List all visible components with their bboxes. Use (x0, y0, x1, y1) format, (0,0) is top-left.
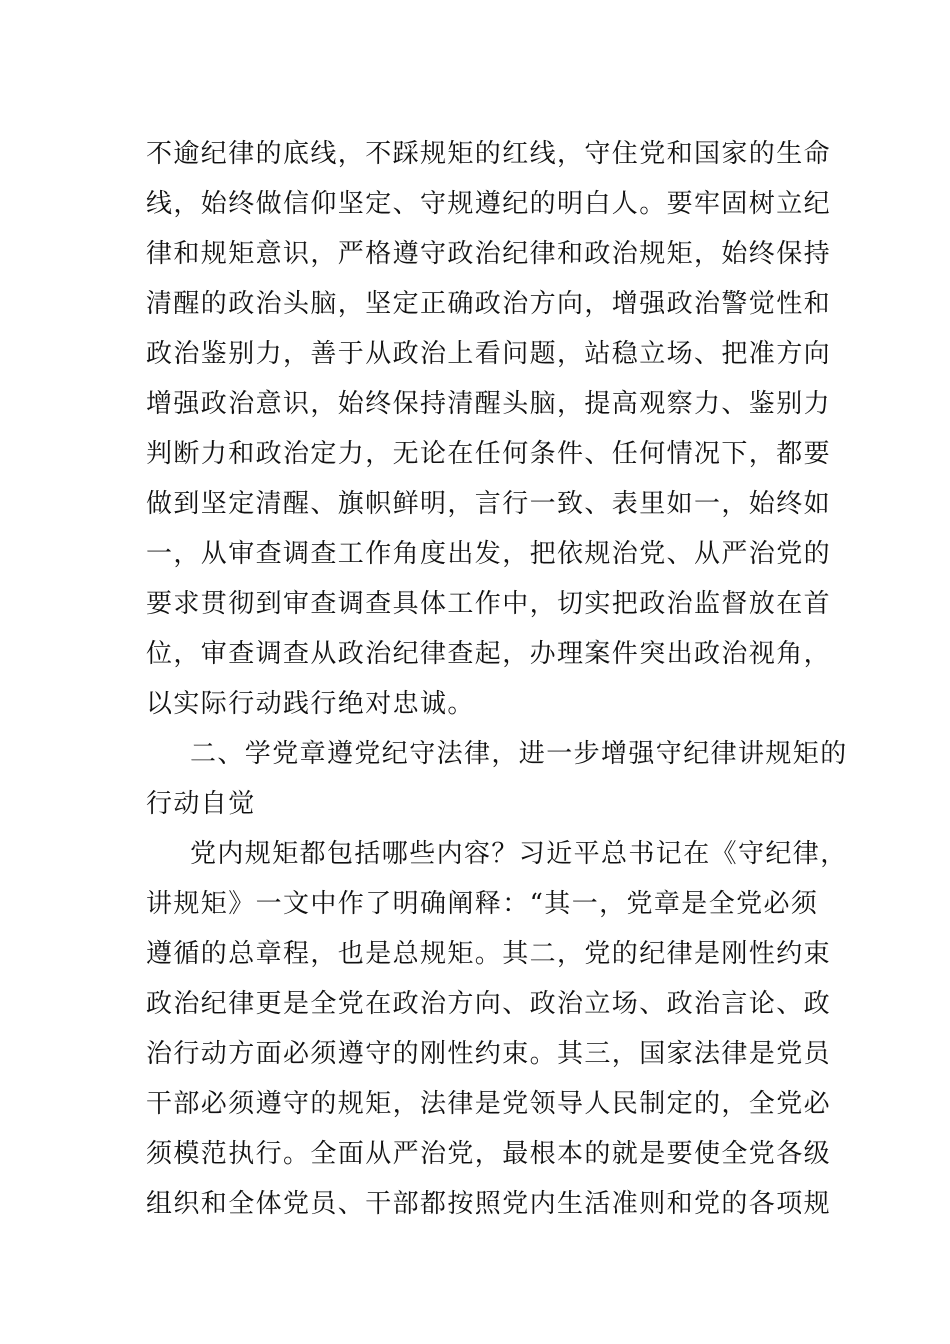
text-line: 不逾纪律的底线，不踩规矩的红线，守住党和国家的生命 (146, 139, 832, 169)
text-line: 遵循的总章程，也是总规矩。其二，党的纪律是刚性约束 (146, 939, 832, 969)
text-line: 清醒的政治头脑，坚定正确政治方向，增强政治警觉性和 (146, 289, 832, 319)
text-line: 律和规矩意识，严格遵守政治纪律和政治规矩，始终保持 (146, 239, 832, 269)
document-body (146, 129, 848, 1229)
text-line: 做到坚定清醒、旗帜鲜明，言行一致、表里如一，始终如 (146, 489, 832, 519)
text-line: 一，从审查调查工作角度出发，把依规治党、从严治党的 (146, 539, 832, 569)
text-line: 线，始终做信仰坚定、守规遵纪的明白人。要牢固树立纪 (146, 189, 832, 219)
text-line: 治行动方面必须遵守的刚性约束。其三，国家法律是党员 (146, 1039, 832, 1069)
text-line: 以实际行动践行绝对忠诚。 (146, 689, 475, 719)
text-line: 判断力和政治定力，无论在任何条件、任何情况下，都要 (146, 439, 832, 469)
section-heading-line: 行动自觉 (146, 789, 256, 819)
section-heading-line: 二、学党章遵党纪守法律，进一步增强守纪律讲规矩的 (190, 739, 848, 769)
text-line: 须模范执行。全面从严治党，最根本的就是要使全党各级 (146, 1139, 832, 1169)
text-line: 组织和全体党员、干部都按照党内生活准则和党的各项规 (146, 1189, 832, 1219)
text-line: 政治纪律更是全党在政治方向、政治立场、政治言论、政 (146, 989, 832, 1019)
text-line: 讲规矩》一文中作了明确阐释：“其一，党章是全党必须 (146, 889, 819, 919)
text-line: 位，审查调查从政治纪律查起，办理案件突出政治视角， (146, 639, 832, 669)
text-line: 党内规矩都包括哪些内容？习近平总书记在《守纪律， (190, 839, 848, 869)
text-line: 干部必须遵守的规矩，法律是党领导人民制定的，全党必 (146, 1089, 832, 1119)
text-line: 增强政治意识，始终保持清醒头脑，提高观察力、鉴别力 (146, 389, 832, 419)
text-line: 政治鉴别力，善于从政治上看问题，站稳立场、把准方向 (146, 339, 832, 369)
text-line: 要求贯彻到审查调查具体工作中，切实把政治监督放在首 (146, 589, 832, 619)
